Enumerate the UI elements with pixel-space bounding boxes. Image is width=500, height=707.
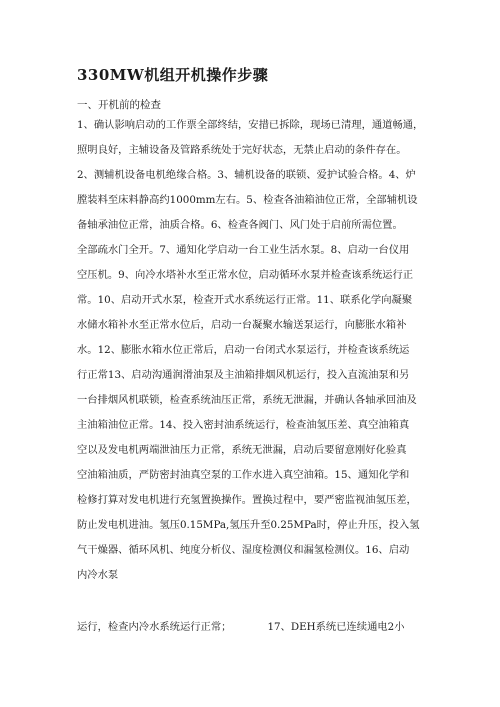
- paragraph-line: 备轴承油位正常，油质合格。6、检查各阀门、风门处于启前所需位置。: [77, 219, 403, 231]
- paragraph-last-line: [77, 620, 405, 634]
- paragraph-line: 空油箱油质，严防密封油真空泵的工作水进入真空油箱。15、通知化学和: [77, 469, 410, 481]
- paragraph-line: 防止发电机进油。氢压0.15MPa,氢压升至0.25MPa时，停止升压，投入氢: [77, 519, 420, 531]
- paragraph-line: 1、确认影响启动的工作票全部终结，安措已拆除，现场已清理，通道畅通，: [77, 119, 424, 131]
- paragraph-line: 空以及发电机两端泄油压力正常，系统无泄漏，启动后要留意刚好化验真: [77, 444, 407, 456]
- section-heading: 一、开机前的检查: [77, 99, 161, 111]
- paragraph-line: 行正常13、启动沟通润滑油泵及主油箱排烟风机运行，投入直流油泵和另: [77, 369, 410, 381]
- paragraph-line: 水储水箱补水至正常水位后，启动一台凝聚水输送泵运行，向膨胀水箱补: [77, 319, 407, 331]
- paragraph-line: 内冷水泵: [77, 569, 119, 581]
- paragraph-line: 气干燥器、循环风机、纯度分析仪、湿度检测仪和漏氢检测仪。16、启动: [77, 544, 410, 556]
- document-title: 330MW机组开机操作步骤: [77, 66, 269, 84]
- paragraph-line: 膛装料至床料静高约1000mm左右。5、检查各油箱油位正常，全部辅机设: [77, 194, 418, 206]
- paragraph-line: 检修打算对发电机进行充氢置换操作。置换过程中，要严密监视油氢压差，: [77, 494, 417, 506]
- paragraph-line: 主油箱油位正常。14、投入密封油系统运行，检查油氢压差、真空油箱真: [77, 419, 410, 431]
- paragraph-line: 照明良好，主辅设备及管路系统处于完好状态，无禁止启动的条件存在。: [77, 144, 407, 156]
- paragraph-line: 一台排烟风机联锁，检查系统油压正常，系统无泄漏，并确认各轴承回油及: [77, 394, 417, 406]
- paragraph-line: 水。12、膨胀水箱水位正常后，启动一台闭式水泵运行，并检查该系统运: [77, 344, 410, 356]
- paragraph-line: 空压机。9、向冷水塔补水至正常水位，启动循环水泵并检查该系统运行正: [77, 269, 414, 281]
- paragraph-line: 2、测辅机设备电机绝缘合格。3、辅机设备的联锁、爱护试验合格。4、炉: [77, 169, 416, 181]
- paragraph-line: 常。10、启动开式水泵，检查开式水系统运行正常。11、联系化学向凝聚: [77, 294, 413, 306]
- last-line-left-text: 运行，检查内冷水系统运行正常；: [77, 621, 232, 633]
- paragraph-line: 全部疏水门全开。7、通知化学启动一台工业生活水泵。8、启动一台仪用: [77, 244, 410, 256]
- last-line-right-text: 17、DEH系统已连续通电2小: [267, 621, 405, 633]
